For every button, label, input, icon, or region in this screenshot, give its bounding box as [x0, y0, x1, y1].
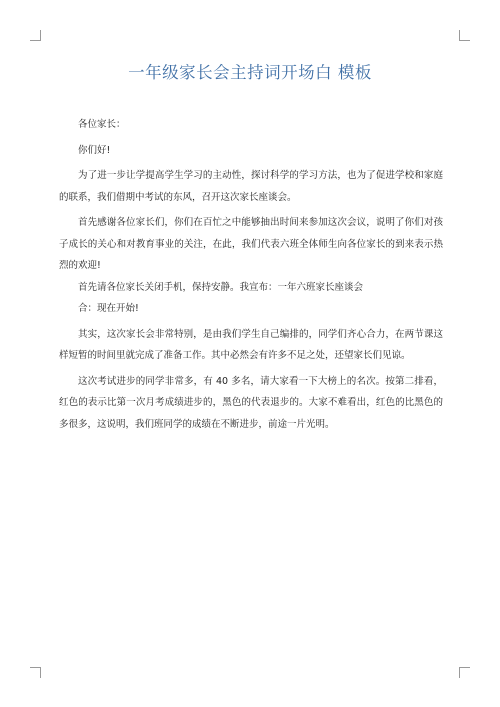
crop-mark-top-right — [459, 30, 470, 41]
paragraph-purpose: 为了进一步让学提高学生学习的主动性，探讨科学的学习方法，也为了促进学校和家庭的联系，我们借期中考试的东风，召开这次家长座谈会。 — [59, 170, 443, 203]
document-title: 一年级家长会主持词开场白 模板 — [128, 63, 372, 82]
paragraph-hello: 你们好! — [78, 144, 111, 156]
crop-mark-bottom-left — [30, 667, 41, 678]
crop-mark-bottom-right — [459, 667, 470, 678]
paragraph-thanks: 首先感谢各位家长们，你们在百忙之中能够抽出时间来参加这次会议，说明了你们对孩子成长的关心和对教育事业的关注，在此，我们代表六班全体师生向各位家长的到来表示热烈的欢迎! — [59, 217, 443, 271]
document-body — [59, 114, 443, 439]
paragraph-special: 其实，这次家长会非常特别，是由我们学生自己编排的，同学们齐心合力，在两节课这样短暂的时间里就完成了准备工作。其中必然会有许多不足之处，还望家长们见谅。 — [59, 328, 443, 361]
paragraph-start: 合：现在开始! — [78, 303, 139, 314]
paragraph-progress: 这次考试进步的同学非常多，有 40 多名，请大家看一下大榜上的名次。按第二排看，红色的表示比第一次月考成绩进步的，黑色的代表退步的。大家不难看出，红色的比黑色的多很多，这说明，我们班同学的成绩在不断进步，前途一片光明。 — [59, 375, 443, 430]
paragraph-announcement: 首先请各位家长关闭手机，保持安静。我宣布：一年六班家长座谈会 — [78, 281, 364, 293]
crop-mark-top-left — [30, 30, 41, 41]
paragraph-greeting: 各位家长： — [78, 119, 126, 130]
